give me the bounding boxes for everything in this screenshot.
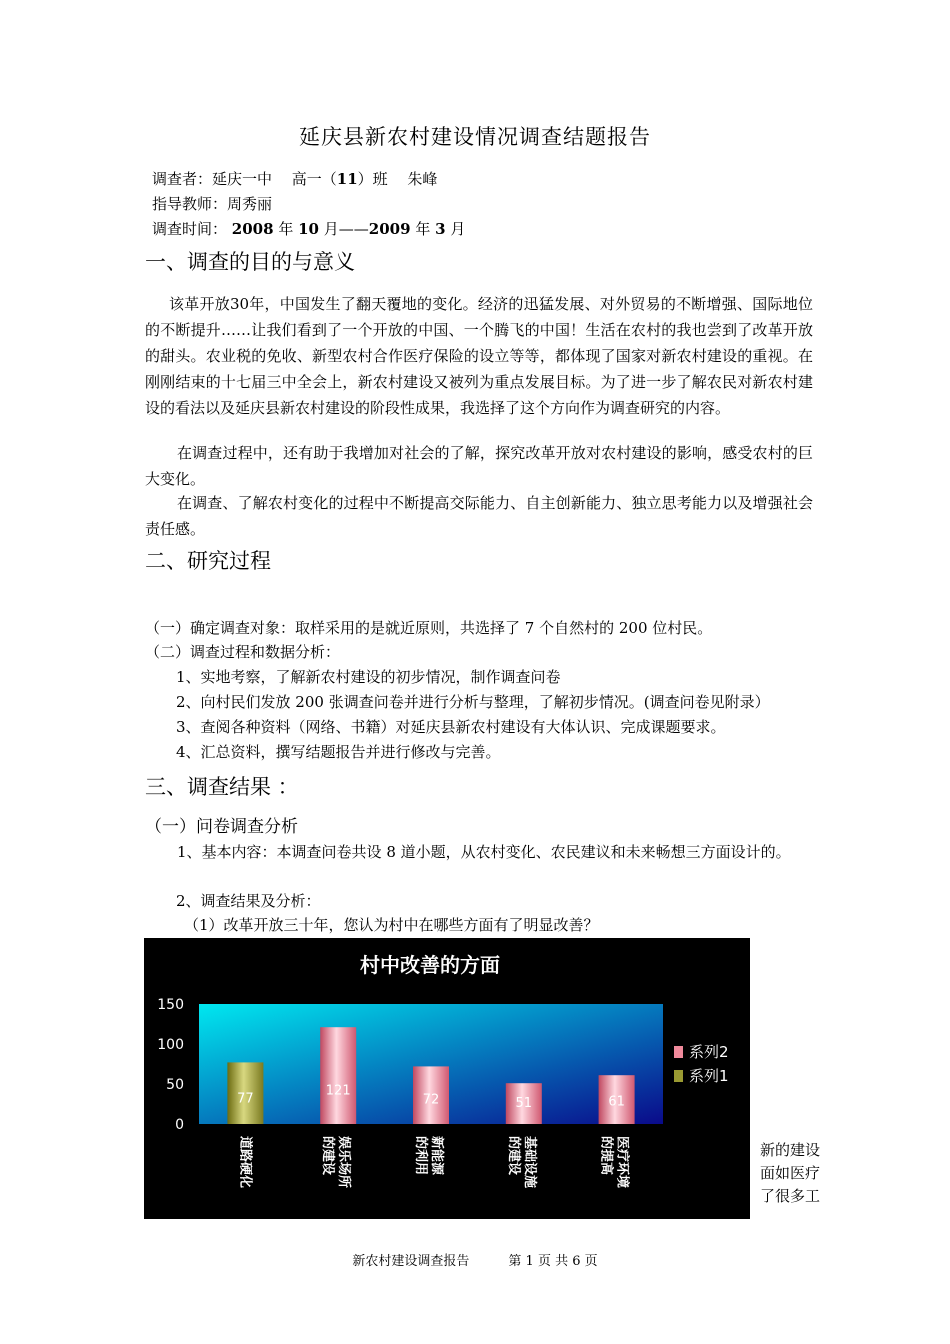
bar-data-label: 121 <box>325 1083 351 1099</box>
section1-paragraph-1: 该革开放30年，中国发生了翻天覆地的变化。经济的迅猛发展、对外贸易的不断增强、国际地位的不断提升……让我们看到了一个开放的中国、一个腾飞的中国！生活在农村的我也尝到了改革开放的甜头。农业税的免收、新型农村合作医疗保险的设立等等，都体现了国家对新农村建设的重视。在刚刚结束的十七届三中全会上，新农村建设又被列为重点发展目标。为了进一步了解农民对新农村建设的看法以及延庆县新农村建设的阶段性成果，我选择了这个方向作为调查研究的内容。 <box>145 295 813 417</box>
bar-data-label: 72 <box>422 1092 440 1108</box>
page-footer <box>0 1250 950 1269</box>
chart-svg <box>144 938 750 1219</box>
page-title: 延庆县新农村建设情况调查结题报告 <box>299 125 651 149</box>
x-tick-label <box>320 1136 352 1188</box>
side-text-2: 面如医疗 <box>760 1164 821 1182</box>
chart-title: 村中改善的方面 <box>360 953 500 977</box>
bar <box>320 1027 356 1124</box>
legend-label: 系列1 <box>689 1067 729 1085</box>
side-text-1: 新的建设 <box>760 1141 821 1159</box>
section2-heading: 二、研究过程 <box>145 549 271 573</box>
step-1: 1、实地考察，了解新农村建设的初步情况，制作调查问卷 <box>176 668 561 686</box>
footer-text: 新农村建设调查报告 <box>352 1254 470 1269</box>
x-tick-line: 基础设施 <box>521 1136 537 1189</box>
section2-line-1: （一）确定调查对象：取样采用的是就近原则，共选择了 7 个自然村的 200 位村民。 <box>145 619 713 637</box>
x-tick-text <box>320 1136 352 1188</box>
x-tick-label <box>506 1136 538 1188</box>
time-line: 调查时间： 2008 年 10 月——2009 年 3 月 <box>152 220 466 238</box>
x-tick-text <box>599 1136 631 1188</box>
section3-subheading: （一）问卷调查分析 <box>145 817 298 837</box>
x-tick-text <box>506 1136 538 1188</box>
bar-data-label: 61 <box>608 1094 625 1110</box>
bar-data-label: 51 <box>515 1096 533 1112</box>
step-2: 2、向村民们发放 200 张调查问卷并进行分析与整理，了解初步情况。(调查问卷见附录） <box>176 693 770 711</box>
legend-label: 系列2 <box>689 1043 729 1061</box>
bar-data-label: 77 <box>237 1091 254 1107</box>
x-tick-line: 的建设 <box>320 1136 336 1176</box>
x-tick-line: 道路硬化 <box>237 1136 253 1189</box>
x-tick-line: 新能源 <box>429 1136 444 1176</box>
basic-content: 1、基本内容：本调查问卷共设 8 道小题，从农村变化、农民建议和未来畅想三方面设计的。 <box>177 843 791 861</box>
legend-swatch <box>674 1070 683 1082</box>
x-tick-label <box>599 1136 631 1188</box>
x-tick-label <box>413 1136 445 1176</box>
x-tick-line: 医疗环境 <box>614 1136 630 1189</box>
side-text-3: 了很多工 <box>760 1187 821 1205</box>
x-tick-line: 的建设 <box>505 1136 521 1176</box>
teacher-line: 指导教师：周秀丽 <box>152 195 273 213</box>
y-tick-label: 150 <box>157 997 184 1013</box>
question-1: （1）改革开放三十年，您认为村中在哪些方面有了明显改善？ <box>184 916 599 934</box>
y-tick-label: 0 <box>175 1117 184 1133</box>
x-tick-label <box>237 1136 253 1188</box>
section1-paragraph-3: 在调查、了解农村变化的过程中不断提高交际能力、自主创新能力、独立思考能力以及增强社会责任感。 <box>145 494 813 538</box>
section1-heading: 一、调查的目的与意义 <box>145 250 355 274</box>
investigator-line: 调查者：延庆一中 高一（11）班 朱峰 <box>152 170 438 188</box>
bar-chart <box>144 938 750 1219</box>
x-tick-line: 的利用 <box>413 1136 428 1176</box>
step-4: 4、汇总资料，撰写结题报告并进行修改与完善。 <box>176 743 501 761</box>
result-heading: 2、调查结果及分析： <box>176 892 321 910</box>
section2-line-2: （二）调查过程和数据分析： <box>145 643 341 661</box>
y-tick-label: 50 <box>166 1077 184 1093</box>
section3-heading: 三、调查结果 ： <box>145 775 299 799</box>
step-3: 3、查阅各种资料（网络、书籍）对延庆县新农村建设有大体认识、完成课题要求。 <box>176 718 726 736</box>
x-tick-text <box>237 1136 253 1188</box>
section1-paragraph-2: 在调查过程中，还有助于我增加对社会的了解，探究改革开放对农村建设的影响，感受农村的巨大变化。 <box>145 444 813 488</box>
x-tick-line: 的提高 <box>598 1136 614 1176</box>
x-tick-line: 娱乐场所 <box>336 1136 352 1189</box>
x-tick-text <box>413 1136 445 1176</box>
page-number: 第 1 页 共 6 页 <box>508 1254 598 1269</box>
y-tick-label: 100 <box>157 1037 184 1053</box>
legend-swatch <box>674 1046 683 1058</box>
